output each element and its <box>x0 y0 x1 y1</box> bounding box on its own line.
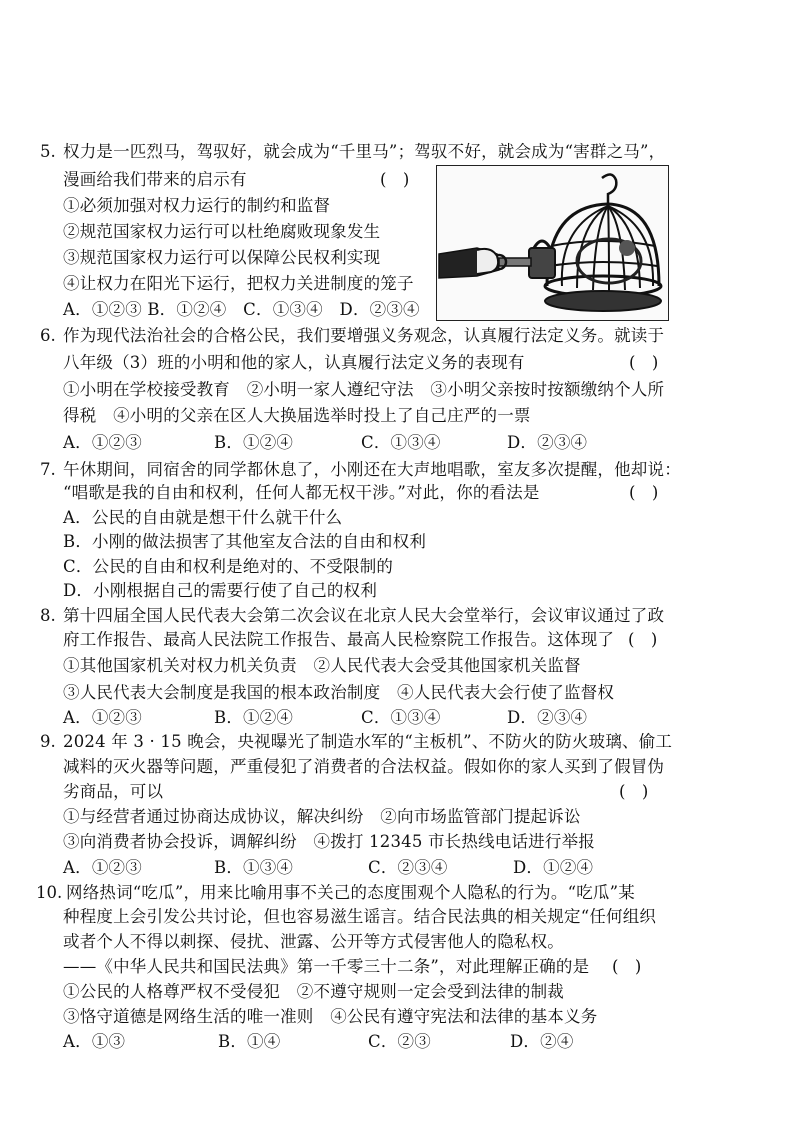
q10-stem-cont-3: ——《中华人民共和国民法典》第一千零三十二条”，对此理解正确的是 <box>63 957 590 976</box>
q6-option-a: A．①②③ <box>63 433 142 452</box>
q7-stem-cont: “唱歌是我的自由和权利，任何人都无权干涉。”对此，你的看法是 <box>63 483 540 502</box>
q9-stem-cont-2: 劣商品，可以 <box>63 782 164 801</box>
q9-answer-bracket: ( ) <box>619 782 649 801</box>
cartoon-power-in-cage <box>436 165 669 321</box>
q9-stem: 2024 年 3 · 15 晚会，央视曝光了制造水军的“主板机”、不防火的防火玻璃、偷工 <box>63 732 673 751</box>
q7-stem: 午休期间，同宿舍的同学都休息了，小刚还在大声地唱歌，室友多次提醒，他却说： <box>63 460 681 479</box>
q5-item-2: ②规范国家权力运行可以杜绝腐败现象发生 <box>63 222 381 241</box>
q10-option-c: C．②③ <box>368 1032 431 1051</box>
q6-item-1: ①小明在学校接受教育 ②小明一家人遵纪守法 ③小明父亲按时按额缴纳个人所 <box>63 380 665 399</box>
q8-option-b: B．①②④ <box>214 708 294 727</box>
q5-item-1: ①必须加强对权力运行的制约和监督 <box>63 196 331 215</box>
q9-option-a: A．①②③ <box>63 858 142 877</box>
q8-stem: 第十四届全国人民代表大会第二次会议在北京人民大会堂举行，会议审议通过了政 <box>63 606 665 625</box>
q5-number: 5. <box>40 142 56 161</box>
q9-option-d: D．①②④ <box>513 858 594 877</box>
q6-number: 6. <box>40 326 56 345</box>
q7-option-c: C．公民的自由和权利是绝对的、不受限制的 <box>63 557 394 576</box>
q9-option-b: B．①③④ <box>214 858 294 877</box>
q10-number: 10. <box>36 883 63 902</box>
q8-stem-cont: 府工作报告、最高人民法院工作报告、最高人民检察院工作报告。这体现了 <box>63 630 615 649</box>
q10-item-1: ①公民的人格尊严权不受侵犯 ②不遵守规则一定会受到法律的制裁 <box>63 982 564 1001</box>
q5-answer-bracket: ( ) <box>380 170 410 189</box>
q9-option-c: C．②③④ <box>368 858 448 877</box>
q7-number: 7. <box>40 460 56 479</box>
q5-options: A．①②③ B．①②④ C．①③④ D．②③④ <box>63 300 420 319</box>
q7-option-a: A．公民的自由就是想干什么就干什么 <box>63 508 343 527</box>
birdcage-illustration <box>437 166 667 319</box>
q10-answer-bracket: ( ) <box>612 957 642 976</box>
q10-stem-cont-1: 种程度上会引发公共讨论，但也容易滋生谣言。结合民法典的相关规定“任何组织 <box>63 907 657 926</box>
q5-item-3: ③规范国家权力运行可以保障公民权利实现 <box>63 248 381 267</box>
q10-option-b: B．①④ <box>218 1032 281 1051</box>
q5-stem-cont: 漫画给我们带来的启示有 <box>63 170 247 189</box>
q9-stem-cont-1: 减料的灭火器等问题，严重侵犯了消费者的合法权益。假如你的家人买到了假冒伪 <box>63 757 665 776</box>
q5-stem: 权力是一匹烈马，驾驭好，就会成为“千里马”；驾驭不好，就会成为“害群之马”， <box>63 142 666 161</box>
q8-option-c: C．①③④ <box>361 708 441 727</box>
q6-option-d: D．②③④ <box>507 433 588 452</box>
q8-item-2: ③人民代表大会制度是我国的根本政治制度 ④人民代表大会行使了监督权 <box>63 683 615 702</box>
q6-item-2: 得税 ④小明的父亲在区人大换届选举时投上了自己庄严的一票 <box>63 406 531 425</box>
q8-option-a: A．①②③ <box>63 708 142 727</box>
q6-option-c: C．①③④ <box>361 433 441 452</box>
q7-answer-bracket: ( ) <box>629 483 659 502</box>
q9-item-1: ①与经营者通过协商达成协议，解决纠纷 ②向市场监管部门提起诉讼 <box>63 807 581 826</box>
q6-option-b: B．①②④ <box>214 433 294 452</box>
q5-item-4: ④让权力在阳光下运行，把权力关进制度的笼子 <box>63 274 414 293</box>
q10-stem-cont-2: 或者个人不得以刺探、侵扰、泄露、公开等方式侵害他人的隐私权。 <box>63 932 564 951</box>
q6-stem-cont: 八年级（3）班的小明和他的家人，认真履行法定义务的表现有 <box>63 353 525 372</box>
q6-stem: 作为现代法治社会的合格公民，我们要增强义务观念，认真履行法定义务。就读于 <box>63 326 665 345</box>
q7-option-b: B．小刚的做法损害了其他室友合法的自由和权利 <box>63 532 427 551</box>
q10-option-d: D．②④ <box>510 1032 574 1051</box>
q9-number: 9. <box>40 732 56 751</box>
q9-item-2: ③向消费者协会投诉，调解纠纷 ④拨打 12345 市长热线电话进行举报 <box>63 832 595 851</box>
q7-option-d: D．小刚根据自己的需要行使了自己的权利 <box>63 581 378 600</box>
q10-stem: 网络热词“吃瓜”，用来比喻用事不关己的态度围观个人隐私的行为。“吃瓜”某 <box>66 883 635 902</box>
q8-number: 8. <box>40 606 56 625</box>
q6-answer-bracket: ( ) <box>629 353 659 372</box>
q10-option-a: A．①③ <box>63 1032 126 1051</box>
q8-option-d: D．②③④ <box>507 708 588 727</box>
q10-item-2: ③恪守道德是网络生活的唯一准则 ④公民有遵守宪法和法律的基本义务 <box>63 1007 598 1026</box>
q8-answer-bracket: ( ) <box>628 630 658 649</box>
q8-item-1: ①其他国家机关对权力机关负责 ②人民代表大会受其他国家机关监督 <box>63 656 581 675</box>
